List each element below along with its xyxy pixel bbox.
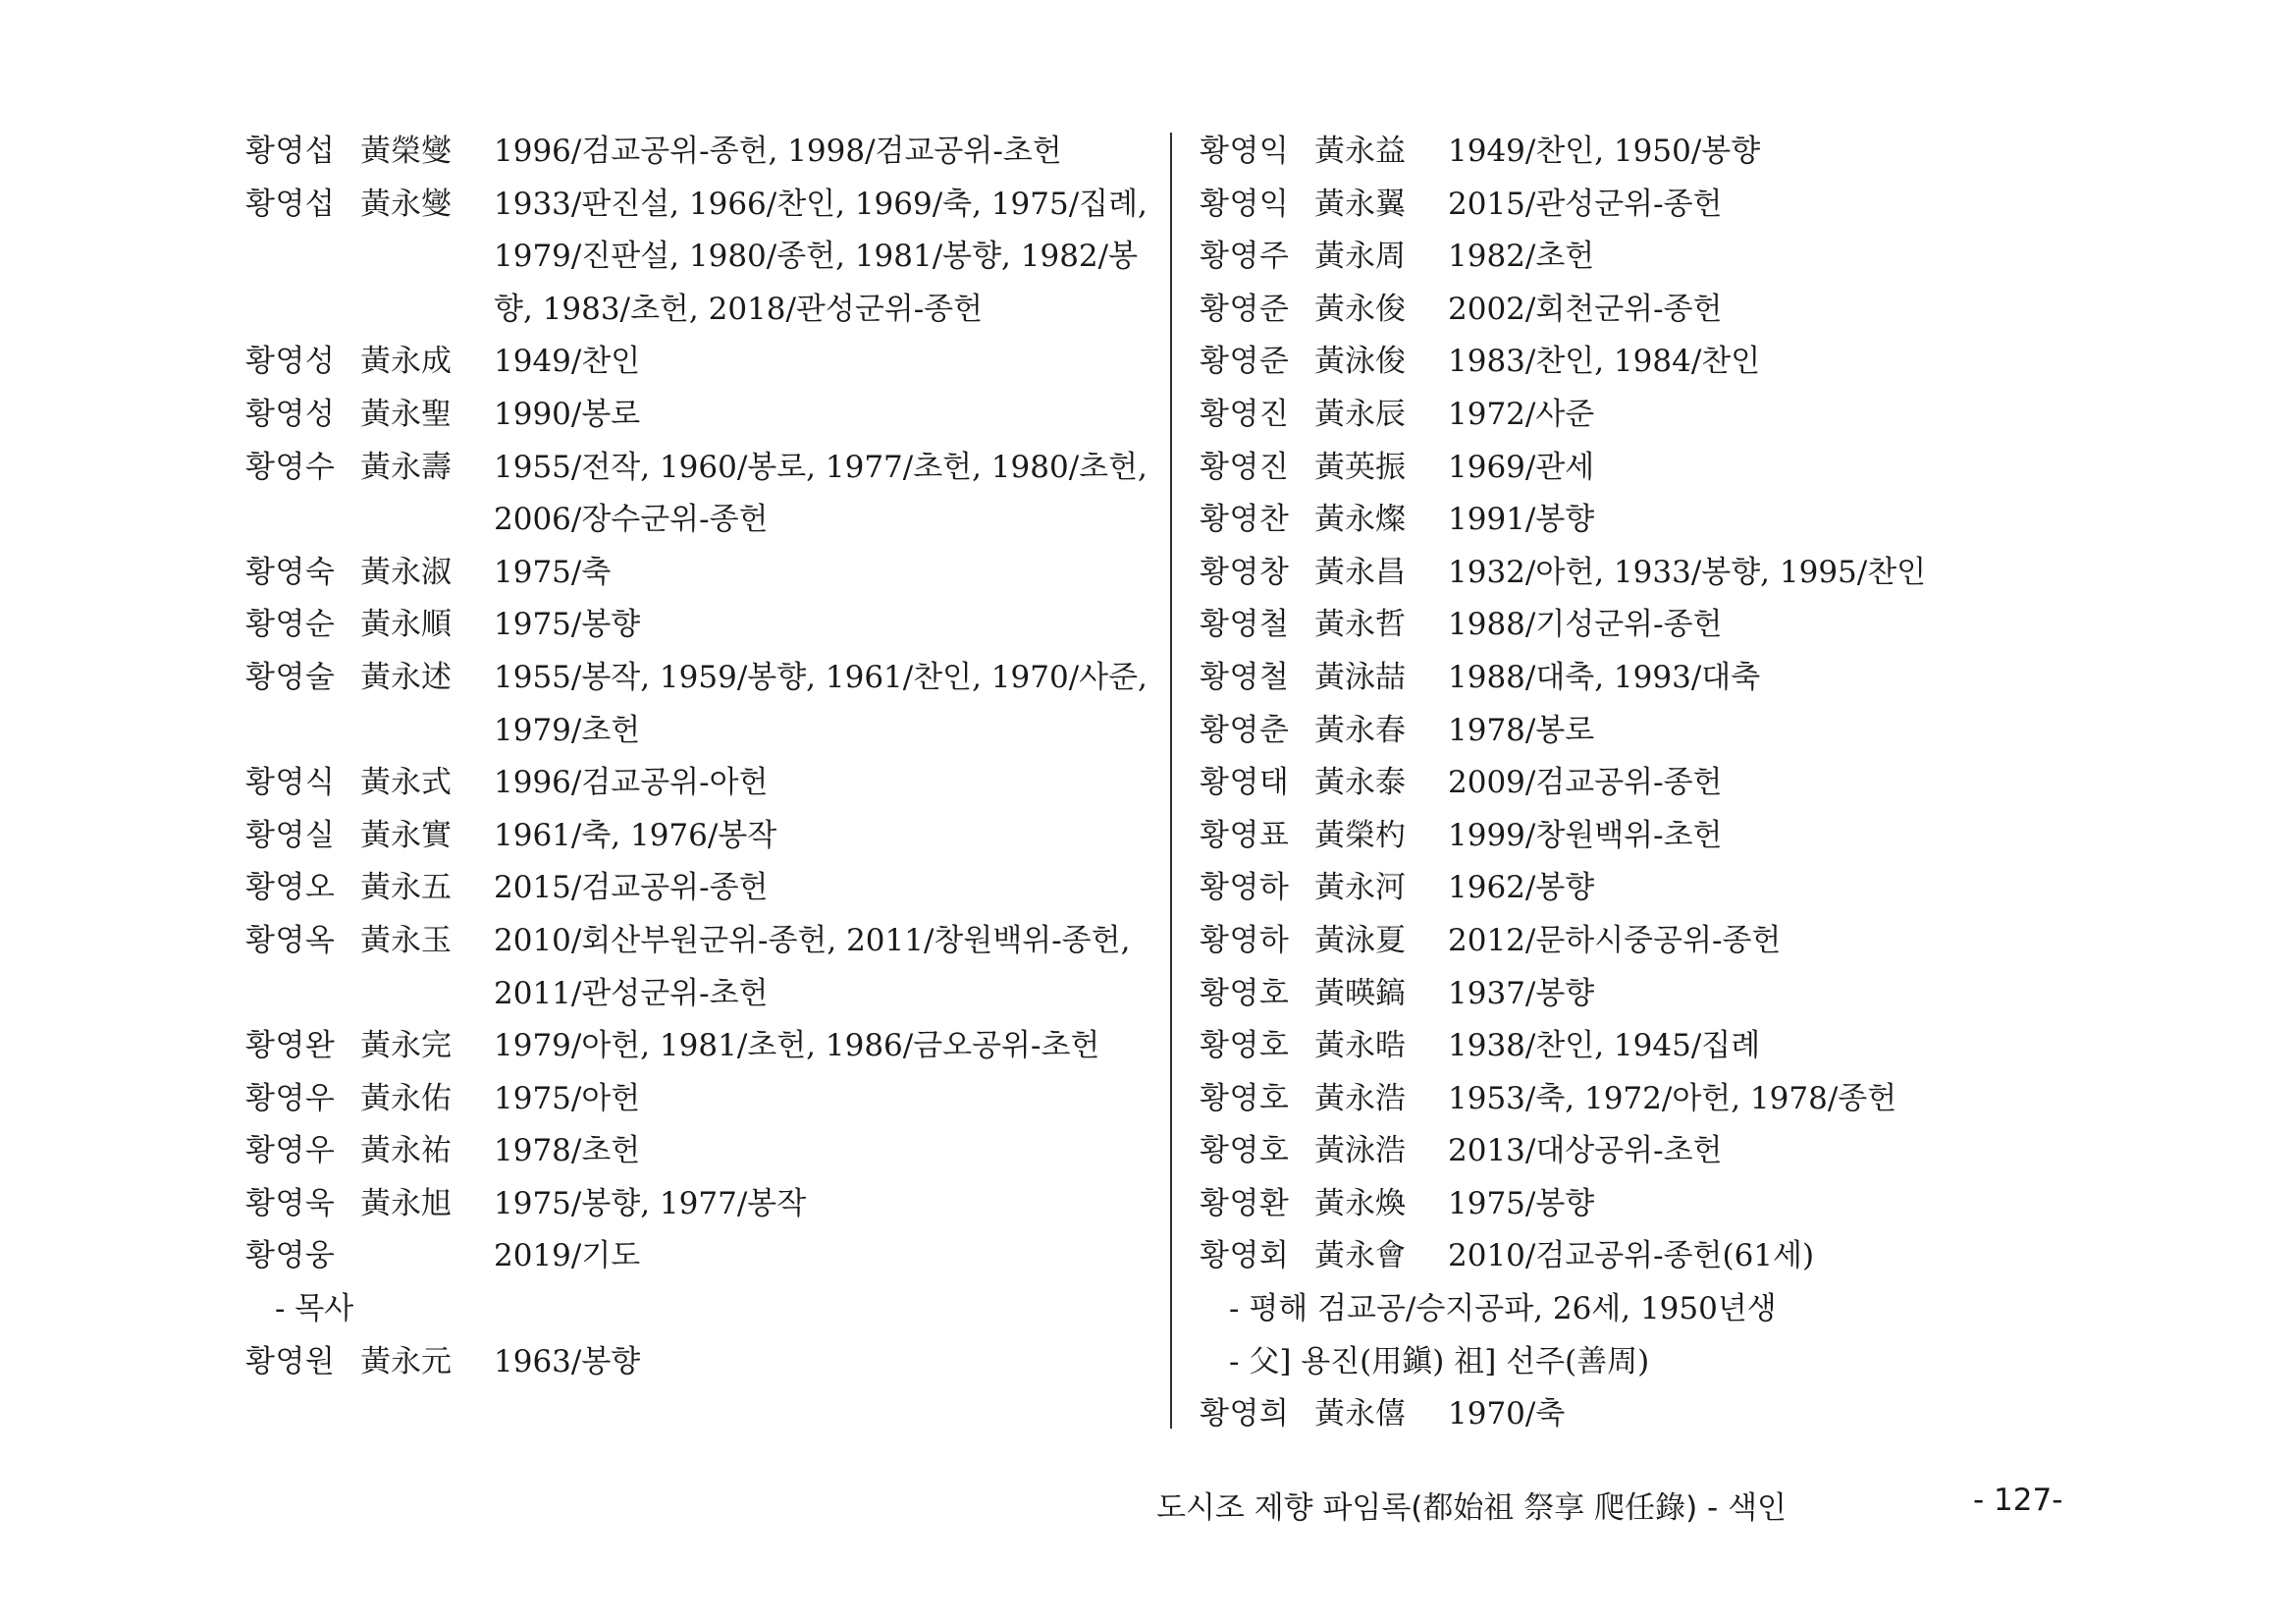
korean-name: 황영완 — [245, 1028, 336, 1064]
index-entry — [1200, 968, 2103, 1021]
hanja-name: 黃永壽 — [360, 449, 452, 485]
entry-record: 1949/찬인, 1950/봉향 — [1448, 134, 1761, 169]
entry-record: 1982/초헌 — [1448, 239, 1595, 275]
hanja-name: 黃永順 — [360, 607, 452, 643]
entry-record: 1990/봉로 — [494, 396, 641, 432]
index-entry — [245, 1020, 1148, 1073]
entry-record: 1996/검교공위-아헌 — [494, 765, 769, 801]
column-divider — [1170, 133, 1172, 1429]
korean-name: 황영익 — [1200, 186, 1290, 222]
entry-record: 1978/초헌 — [494, 1133, 641, 1169]
index-entry — [1200, 810, 2103, 863]
korean-name: 황영숙 — [245, 554, 336, 590]
hanja-name: 黃永式 — [360, 765, 452, 801]
index-entry — [1200, 494, 2103, 547]
entry-record: 1999/창원백위-초헌 — [1448, 817, 1723, 853]
hanja-name: 黃永聖 — [360, 396, 452, 432]
index-entry — [1200, 284, 2103, 337]
entry-record: 1969/관세 — [1448, 449, 1595, 485]
hanja-name: 黃榮杓 — [1314, 817, 1406, 853]
entry-record: 1955/봉작, 1959/봉향, 1961/찬인, 1970/사준, 1979/초헌 — [494, 659, 1148, 748]
index-entry — [245, 126, 1148, 179]
entry-record: 2015/관성군위-종헌 — [1448, 186, 1723, 222]
hanja-name: 黃永五 — [360, 870, 452, 906]
entry-record: 1975/봉향, 1977/봉작 — [494, 1185, 807, 1221]
korean-name: 황영창 — [1200, 554, 1290, 590]
entry-record: 1938/찬인, 1945/집례 — [1448, 1028, 1761, 1064]
index-entry — [245, 336, 1148, 389]
index-entry — [1200, 231, 2103, 284]
korean-name: 황영익 — [1200, 134, 1290, 169]
korean-name: 황영회 — [1200, 1238, 1290, 1274]
index-entry — [1200, 1073, 2103, 1126]
index-entry — [245, 442, 1148, 547]
entry-record: 1975/아헌 — [494, 1080, 641, 1116]
entry-record: 1961/축, 1976/봉작 — [494, 817, 777, 853]
hanja-name: 黃永泰 — [1314, 765, 1406, 801]
entry-record: 1933/판진설, 1966/찬인, 1969/축, 1975/집례, 1979/진판설, 1980/종헌, 1981/봉향, 1982/봉향, 1983/초헌, 2018/관성군위-종헌 — [494, 186, 1148, 327]
korean-name: 황영철 — [1200, 659, 1290, 695]
hanja-name: 黃永辰 — [1314, 396, 1406, 432]
index-entry — [1200, 442, 2103, 495]
index-entry — [1200, 1178, 2103, 1231]
korean-name: 황영희 — [1200, 1396, 1290, 1432]
entry-record: 1932/아헌, 1933/봉향, 1995/찬인 — [1448, 554, 1927, 590]
korean-name: 황영수 — [245, 449, 336, 485]
korean-name: 황영호 — [1200, 1028, 1290, 1064]
hanja-name: 黃永淑 — [360, 554, 452, 590]
entry-record: 2002/회천군위-종헌 — [1448, 291, 1723, 327]
index-entry — [1200, 599, 2103, 652]
hanja-name: 黃泳喆 — [1314, 659, 1406, 695]
korean-name: 황영술 — [245, 659, 336, 695]
hanja-name: 黃暎鎬 — [1314, 975, 1406, 1011]
index-entry — [245, 599, 1148, 652]
index-entry — [245, 915, 1148, 1020]
korean-name: 황영성 — [245, 344, 336, 380]
korean-name: 황영섭 — [245, 134, 336, 169]
entry-record: 1979/아헌, 1981/초헌, 1986/금오공위-초헌 — [494, 1028, 1100, 1064]
hanja-name: 黃永昌 — [1314, 554, 1406, 590]
entry-record: 1978/봉로 — [1448, 712, 1595, 748]
entry-record: 1949/찬인 — [494, 344, 641, 380]
entry-record: 1983/찬인, 1984/찬인 — [1448, 344, 1761, 380]
korean-name: 황영춘 — [1200, 712, 1290, 748]
entry-record: 1975/봉향 — [1448, 1185, 1595, 1221]
korean-name: 황영우 — [245, 1080, 336, 1116]
index-entry — [1200, 757, 2103, 810]
entry-record: 1970/축 — [1448, 1396, 1566, 1432]
entry-subnote: - 목사 — [275, 1291, 354, 1327]
index-entry — [245, 1178, 1148, 1231]
index-entry — [1200, 126, 2103, 179]
korean-name: 황영하 — [1200, 922, 1290, 958]
index-entry — [1200, 389, 2103, 442]
korean-name: 황영욱 — [245, 1185, 336, 1221]
index-entry — [245, 1125, 1148, 1178]
entry-record: 2012/문하시중공위-종헌 — [1448, 922, 1782, 958]
hanja-name: 黃永河 — [1314, 870, 1406, 906]
hanja-name: 黃永僖 — [1314, 1396, 1406, 1432]
hanja-name: 黃榮燮 — [360, 134, 452, 169]
korean-name: 황영진 — [1200, 449, 1290, 485]
korean-name: 황영섭 — [245, 186, 336, 222]
entry-subnote: - 평해 검교공/승지공파, 26세, 1950년생 — [1229, 1291, 1777, 1327]
index-entry — [245, 1073, 1148, 1126]
hanja-name: 黃泳浩 — [1314, 1133, 1406, 1169]
hanja-name: 黃永旭 — [360, 1185, 452, 1221]
footer-title: 도시조 제향 파임록(都始祖 祭享 爬任錄) - 색인 — [1156, 1490, 1787, 1526]
index-entry — [1200, 547, 2103, 600]
left-column — [245, 126, 1148, 1388]
entry-record: 1953/축, 1972/아헌, 1978/종헌 — [1448, 1080, 1897, 1116]
korean-name: 황영순 — [245, 607, 336, 643]
hanja-name: 黃永完 — [360, 1028, 452, 1064]
korean-name: 황영준 — [1200, 344, 1290, 380]
hanja-name: 黃永周 — [1314, 239, 1406, 275]
index-entry — [1200, 1125, 2103, 1178]
hanja-name: 黃永成 — [360, 344, 452, 380]
hanja-name: 黃永述 — [360, 659, 452, 695]
hanja-name: 黃永會 — [1314, 1238, 1406, 1274]
page-number: - 127- — [1973, 1483, 2063, 1518]
korean-name: 황영호 — [1200, 1080, 1290, 1116]
entry-record: 2013/대상공위-초헌 — [1448, 1133, 1723, 1169]
entry-record: 1988/대축, 1993/대축 — [1448, 659, 1761, 695]
korean-name: 황영실 — [245, 817, 336, 853]
hanja-name: 黃泳夏 — [1314, 922, 1406, 958]
index-entry — [1200, 652, 2103, 705]
index-entry — [1200, 179, 2103, 232]
index-entry — [1200, 1230, 2103, 1283]
korean-name: 황영찬 — [1200, 502, 1290, 538]
entry-record: 1975/봉향 — [494, 607, 641, 643]
korean-name: 황영오 — [245, 870, 336, 906]
korean-name: 황영환 — [1200, 1185, 1290, 1221]
right-column — [1200, 126, 2103, 1441]
korean-name: 황영성 — [245, 396, 336, 432]
index-entry — [1200, 915, 2103, 968]
korean-name: 황영호 — [1200, 1133, 1290, 1169]
hanja-name: 黃永玉 — [360, 922, 452, 958]
hanja-name: 黃永翼 — [1314, 186, 1406, 222]
hanja-name: 黃泳俊 — [1314, 344, 1406, 380]
hanja-name: 黃永佑 — [360, 1080, 452, 1116]
hanja-name: 黃英振 — [1314, 449, 1406, 485]
index-entry — [245, 389, 1148, 442]
index-entry — [245, 810, 1148, 863]
hanja-name: 黃永益 — [1314, 134, 1406, 169]
entry-record: 1996/검교공위-종헌, 1998/검교공위-초헌 — [494, 134, 1062, 169]
hanja-name: 黃永煥 — [1314, 1185, 1406, 1221]
korean-name: 황영웅 — [245, 1238, 336, 1274]
korean-name: 황영옥 — [245, 922, 336, 958]
index-entry — [245, 1336, 1148, 1389]
korean-name: 황영태 — [1200, 765, 1290, 801]
korean-name: 황영진 — [1200, 396, 1290, 432]
index-entry — [1200, 705, 2103, 758]
entry-record: 1972/사준 — [1448, 396, 1595, 432]
korean-name: 황영철 — [1200, 607, 1290, 643]
index-entry — [1200, 862, 2103, 915]
index-entry — [245, 179, 1148, 337]
entry-record: 1991/봉향 — [1448, 502, 1595, 538]
hanja-name: 黃永晧 — [1314, 1028, 1406, 1064]
entry-record: 2010/회산부원군위-종헌, 2011/창원백위-종헌, 2011/관성군위-초헌 — [494, 922, 1131, 1011]
index-entry — [1200, 336, 2103, 389]
korean-name: 황영식 — [245, 765, 336, 801]
hanja-name: 黃永浩 — [1314, 1080, 1406, 1116]
entry-record: 2015/검교공위-종헌 — [494, 870, 769, 906]
hanja-name: 黃永祐 — [360, 1133, 452, 1169]
entry-record: 1937/봉향 — [1448, 975, 1595, 1011]
hanja-name: 黃永燦 — [1314, 502, 1406, 538]
entry-record: 1988/기성군위-종헌 — [1448, 607, 1723, 643]
hanja-name: 黃永實 — [360, 817, 452, 853]
entry-record: 1975/축 — [494, 554, 612, 590]
hanja-name: 黃永哲 — [1314, 607, 1406, 643]
index-entry — [245, 547, 1148, 600]
korean-name: 황영주 — [1200, 239, 1290, 275]
entry-record: 1962/봉향 — [1448, 870, 1595, 906]
korean-name: 황영우 — [245, 1133, 336, 1169]
entry-record: 2019/기도 — [494, 1238, 641, 1274]
korean-name: 황영표 — [1200, 817, 1290, 853]
entry-record: 1955/전작, 1960/봉로, 1977/초헌, 1980/초헌, 2006/장수군위-종헌 — [494, 449, 1148, 538]
index-entry — [1200, 1388, 2103, 1441]
index-entry — [245, 652, 1148, 757]
index-entry — [1200, 1020, 2103, 1073]
entry-record: 2009/검교공위-종헌 — [1448, 765, 1723, 801]
korean-name: 황영원 — [245, 1343, 336, 1379]
hanja-name: 黃永元 — [360, 1343, 452, 1379]
korean-name: 황영하 — [1200, 870, 1290, 906]
entry-record: 1963/봉향 — [494, 1343, 641, 1379]
index-entry — [245, 757, 1148, 810]
hanja-name: 黃永燮 — [360, 186, 452, 222]
korean-name: 황영호 — [1200, 975, 1290, 1011]
korean-name: 황영준 — [1200, 291, 1290, 327]
entry-record: 2010/검교공위-종헌(61세) — [1448, 1238, 1815, 1274]
index-entry — [245, 1230, 1148, 1283]
index-entry — [245, 862, 1148, 915]
hanja-name: 黃永俊 — [1314, 291, 1406, 327]
entry-subnote: - 父] 용진(用鎭) 祖] 선주(善周) — [1229, 1343, 1650, 1379]
hanja-name: 黃永春 — [1314, 712, 1406, 748]
